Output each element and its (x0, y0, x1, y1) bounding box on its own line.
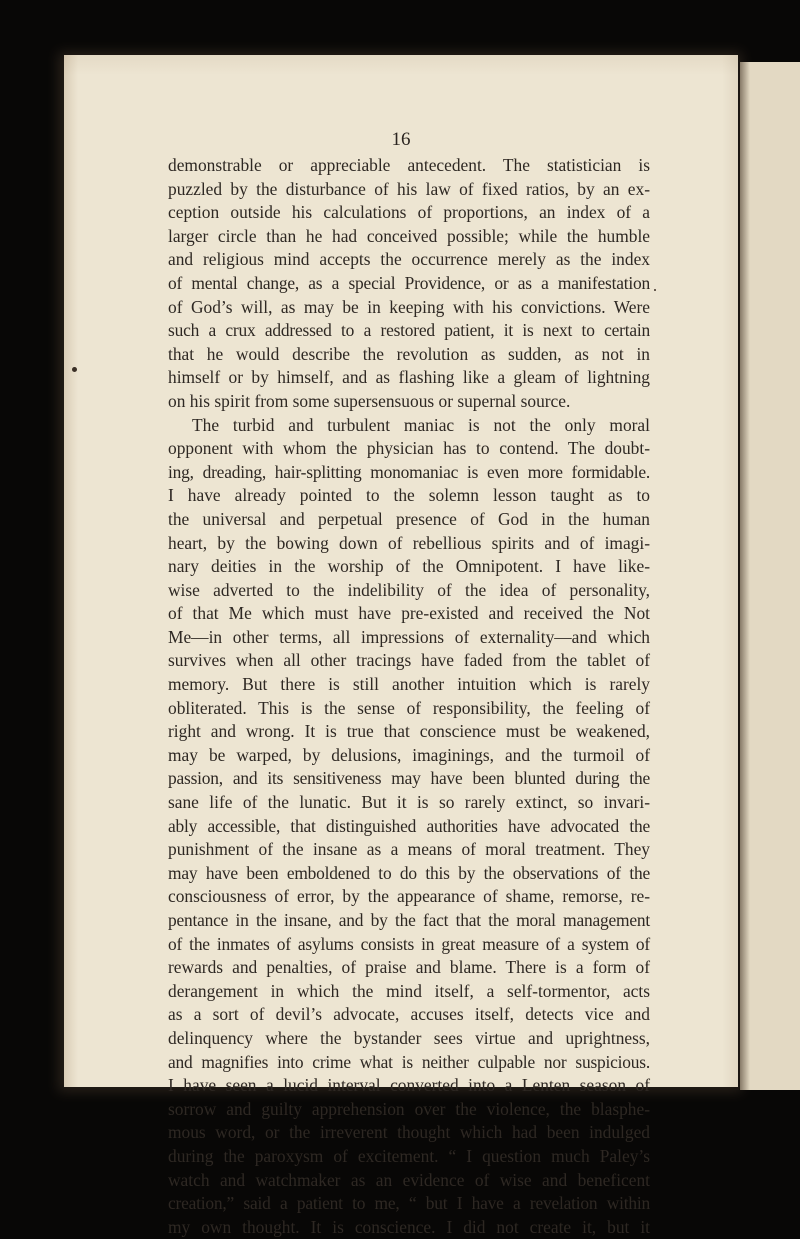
adjacent-page-edge (740, 62, 800, 1090)
text-line: derangement in which the mind itself, a self-tormentor, acts (168, 980, 650, 1001)
text-line: larger circle than he had conceived possible; while the humble (168, 225, 650, 246)
text-line: and magnifies into crime what is neither culpable nor suspicious. (168, 1051, 650, 1072)
text-line: obliterated. This is the sense of responsibility, the feeling of (168, 697, 650, 718)
text-line: of mental change, as a special Providence, or as a manifestation (168, 272, 650, 293)
text-line: mous word, or the irreverent thought which had been indulged (168, 1122, 650, 1143)
text-line: rewards and penalties, of praise and blame. There is a form of (168, 957, 650, 978)
text-line: of that Me which must have pre-existed and received the Not (168, 603, 650, 624)
text-line: right and wrong. It is true that conscience must be weakened, (168, 721, 650, 742)
text-line: may be warped, by delusions, imaginings, and the turmoil of (168, 744, 650, 765)
text-line: himself or by himself, and as flashing like a gleam of lightning (168, 367, 650, 388)
text-line: wise adverted to the indelibility of the idea of personality, (168, 579, 650, 600)
text-line: passion, and its sensitiveness may have been blunted during the (168, 768, 650, 789)
text-line: my own thought. It is conscience. I did not create it, but it (168, 1216, 650, 1237)
text-line: survives when all other tracings have faded from the tablet of (168, 650, 650, 671)
text-line: watch and watchmaker as an evidence of wise and beneficent (168, 1169, 650, 1190)
book-page (64, 55, 738, 1237)
text-line: The turbid and turbulent maniac is not the only moral (192, 414, 650, 435)
text-line: creation,” said a patient to me, “ but I have a revelation within (168, 1193, 650, 1214)
ink-speck (72, 367, 77, 372)
text-line: delinquency where the bystander sees virtue and uprightness, (168, 1027, 650, 1048)
body-text (168, 154, 650, 1239)
text-line: heart, by the bowing down of rebellious spirits and of imagi- (168, 532, 650, 553)
text-line: nary deities in the worship of the Omnipotent. I have like- (168, 556, 650, 577)
text-line: ably accessible, that distinguished authorities have advocated the (168, 815, 650, 836)
text-line: such a crux addressed to a restored patient, it is next to certain (168, 320, 650, 341)
page-number: 16 (391, 129, 411, 150)
text-line: during the paroxysm of excitement. “ I question much Paley’s (168, 1145, 650, 1166)
text-line: sane life of the lunatic. But it is so rarely extinct, so invari- (168, 792, 650, 813)
text-line: puzzled by the disturbance of his law of fixed ratios, by an ex- (168, 178, 650, 199)
text-line: of the inmates of asylums consists in great measure of a system of (168, 933, 650, 954)
text-line: as a sort of devil’s advocate, accuses itself, detects vice and (168, 1004, 650, 1025)
text-line: I have already pointed to the solemn lesson taught as to (168, 485, 650, 506)
text-line: may have been emboldened to do this by the observations of the (168, 862, 650, 883)
text-line: consciousness of error, by the appearance of shame, remorse, re- (168, 886, 650, 907)
text-line: Me—in other terms, all impressions of externality—and which (168, 626, 650, 647)
text-line: ception outside his calculations of proportions, an index of a (168, 202, 650, 223)
text-line: demonstrable or appreciable antecedent. The statistician is (168, 155, 650, 175)
text-line: I have seen a lucid interval converted into a Lenten season of (168, 1075, 650, 1096)
text-line: punishment of the insane as a means of moral treatment. They (168, 839, 650, 860)
text-line: and religious mind accepts the occurrence merely as the index (168, 249, 650, 270)
text-line: of God’s will, as may be in keeping with his convictions. Were (168, 296, 650, 317)
text-line: that he would describe the revolution as sudden, as not in (168, 343, 650, 364)
text-line: pentance in the insane, and by the fact that the moral management (168, 910, 650, 930)
text-line: the universal and perpetual presence of God in the human (168, 508, 650, 529)
text-line: memory. But there is still another intuition which is rarely (168, 674, 650, 695)
text-line: ing, dreading, hair-splitting monomaniac is even more formidable. (168, 461, 650, 482)
ink-speck (654, 289, 656, 291)
text-line: opponent with whom the physician has to contend. The doubt- (168, 438, 650, 459)
text-line: on his spirit from some supersensuous or supernal source. (168, 390, 571, 411)
text-line: sorrow and guilty apprehension over the violence, the blasphe- (168, 1098, 650, 1119)
